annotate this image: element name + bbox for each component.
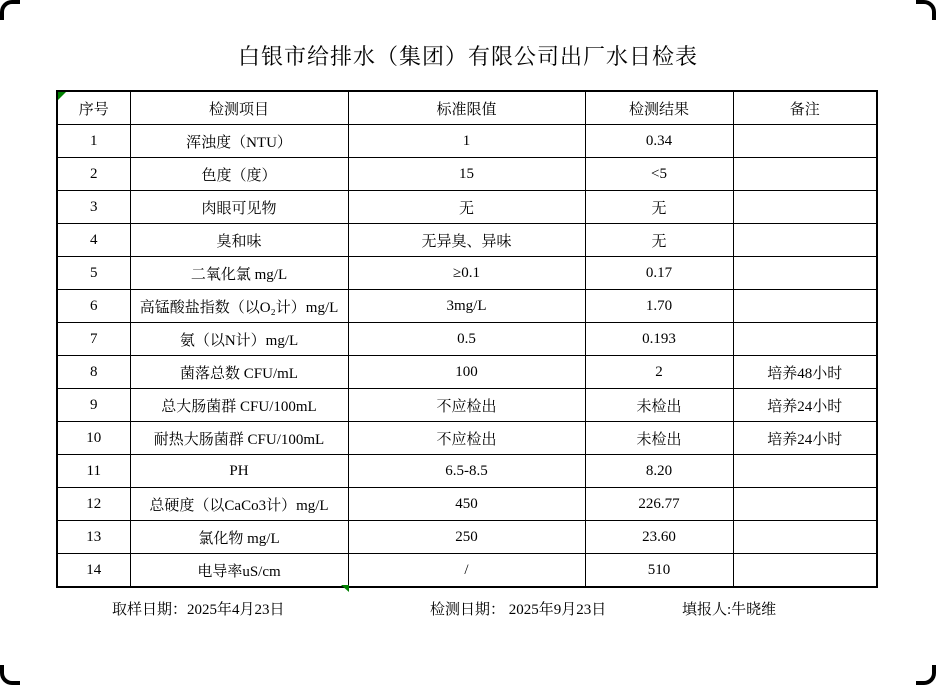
table-row — [57, 290, 877, 323]
cell-item: 浑浊度（NTU） — [130, 125, 348, 158]
cell-seq: 10 — [57, 422, 130, 455]
cell-seq: 14 — [57, 554, 130, 588]
table-row — [57, 389, 877, 422]
cell-item: 氨（以N计）mg/L — [130, 323, 348, 356]
cell-result: <5 — [585, 158, 733, 191]
cell-seq: 1 — [57, 125, 130, 158]
cell-remark: 培养24小时 — [733, 422, 877, 455]
table-row — [57, 521, 877, 554]
cell-seq: 6 — [57, 290, 130, 323]
cell-remark — [733, 191, 877, 224]
cell-limit: 0.5 — [348, 323, 585, 356]
cell-seq: 3 — [57, 191, 130, 224]
cell-item: 总大肠菌群 CFU/100mL — [130, 389, 348, 422]
frame-corner-bottom-right — [916, 665, 936, 685]
table-row — [57, 323, 877, 356]
cell-remark: 培养24小时 — [733, 389, 877, 422]
cell-item: 氯化物 mg/L — [130, 521, 348, 554]
cell-item: 总硬度（以CaCo3计）mg/L — [130, 488, 348, 521]
sampling-date: 取样日期：2025年4月23日 — [112, 602, 285, 618]
cell-result: 510 — [585, 554, 733, 588]
cell-item: 二氧化氯 mg/L — [130, 257, 348, 290]
cell-error-marker-icon — [58, 92, 66, 100]
cell-limit: 250 — [348, 521, 585, 554]
cell-item: PH — [130, 455, 348, 488]
cell-result: 0.34 — [585, 125, 733, 158]
inspection-table — [56, 90, 878, 588]
table-row — [57, 158, 877, 191]
col-header-limit: 标准限值 — [348, 91, 585, 125]
table-row — [57, 554, 877, 588]
cell-item: 高锰酸盐指数（以O₂计）mg/L — [130, 290, 348, 323]
header-row — [57, 91, 877, 125]
cell-limit: 无异臭、异味 — [348, 224, 585, 257]
cell-seq: 9 — [57, 389, 130, 422]
table-row — [57, 125, 877, 158]
col-header-item: 检测项目 — [130, 91, 348, 125]
table-row — [57, 488, 877, 521]
cell-seq: 12 — [57, 488, 130, 521]
col-header-result: 检测结果 — [585, 91, 733, 125]
cell-seq: 7 — [57, 323, 130, 356]
cell-result: 0.17 — [585, 257, 733, 290]
cell-limit: 15 — [348, 158, 585, 191]
cell-seq: 4 — [57, 224, 130, 257]
frame-corner-bottom-left — [0, 665, 20, 685]
cell-limit: 450 — [348, 488, 585, 521]
cell-limit: 3mg/L — [348, 290, 585, 323]
cell-limit: 100 — [348, 356, 585, 389]
frame-corner-top-left — [0, 0, 20, 20]
cell-remark — [733, 488, 877, 521]
cell-limit: 无 — [348, 191, 585, 224]
cell-remark — [733, 257, 877, 290]
cell-remark: 培养48小时 — [733, 356, 877, 389]
cell-remark — [733, 455, 877, 488]
cell-remark — [733, 158, 877, 191]
cell-remark — [733, 554, 877, 588]
cell-remark — [733, 125, 877, 158]
cell-item: 耐热大肠菌群 CFU/100mL — [130, 422, 348, 455]
cell-limit: 不应检出 — [348, 389, 585, 422]
col-header-seq-label: 序号 — [78, 101, 109, 118]
cell-seq: 2 — [57, 158, 130, 191]
cell-result: 1.70 — [585, 290, 733, 323]
table-row — [57, 356, 877, 389]
cell-limit: 不应检出 — [348, 422, 585, 455]
cell-seq: 11 — [57, 455, 130, 488]
table-row — [57, 224, 877, 257]
cell-limit: 1 — [348, 125, 585, 158]
cell-result: 8.20 — [585, 455, 733, 488]
cell-result: 23.60 — [585, 521, 733, 554]
cell-item: 色度（度） — [130, 158, 348, 191]
cell-result: 未检出 — [585, 422, 733, 455]
cell-limit: 6.5-8.5 — [348, 455, 585, 488]
col-header-seq — [57, 91, 130, 125]
col-header-remark: 备注 — [733, 91, 877, 125]
cell-item: 电导率uS/cm — [130, 554, 348, 588]
frame-corner-top-right — [916, 0, 936, 20]
cell-item: 菌落总数 CFU/mL — [130, 356, 348, 389]
cell-limit: ≥0.1 — [348, 257, 585, 290]
cell-result: 未检出 — [585, 389, 733, 422]
cell-result: 2 — [585, 356, 733, 389]
cell-remark — [733, 521, 877, 554]
cell-result: 无 — [585, 224, 733, 257]
cell-limit: / — [348, 554, 585, 588]
cell-item: 臭和味 — [130, 224, 348, 257]
cell-remark — [733, 224, 877, 257]
table-row — [57, 455, 877, 488]
table-row — [57, 191, 877, 224]
cell-seq: 5 — [57, 257, 130, 290]
cell-item: 肉眼可见物 — [130, 191, 348, 224]
footer — [0, 598, 936, 618]
cell-remark — [733, 290, 877, 323]
table-row — [57, 422, 877, 455]
cell-corner-marker-icon — [341, 585, 349, 592]
cell-result: 无 — [585, 191, 733, 224]
cell-seq: 8 — [57, 356, 130, 389]
page-title: 白银市给排水（集团）有限公司出厂水日检表 — [237, 44, 698, 69]
reporter: 填报人:牛晓维 — [682, 602, 777, 618]
cell-result: 0.193 — [585, 323, 733, 356]
table-row — [57, 257, 877, 290]
test-date: 检测日期： 2025年9月23日 — [430, 602, 607, 618]
cell-result: 226.77 — [585, 488, 733, 521]
cell-remark — [733, 323, 877, 356]
cell-seq: 13 — [57, 521, 130, 554]
